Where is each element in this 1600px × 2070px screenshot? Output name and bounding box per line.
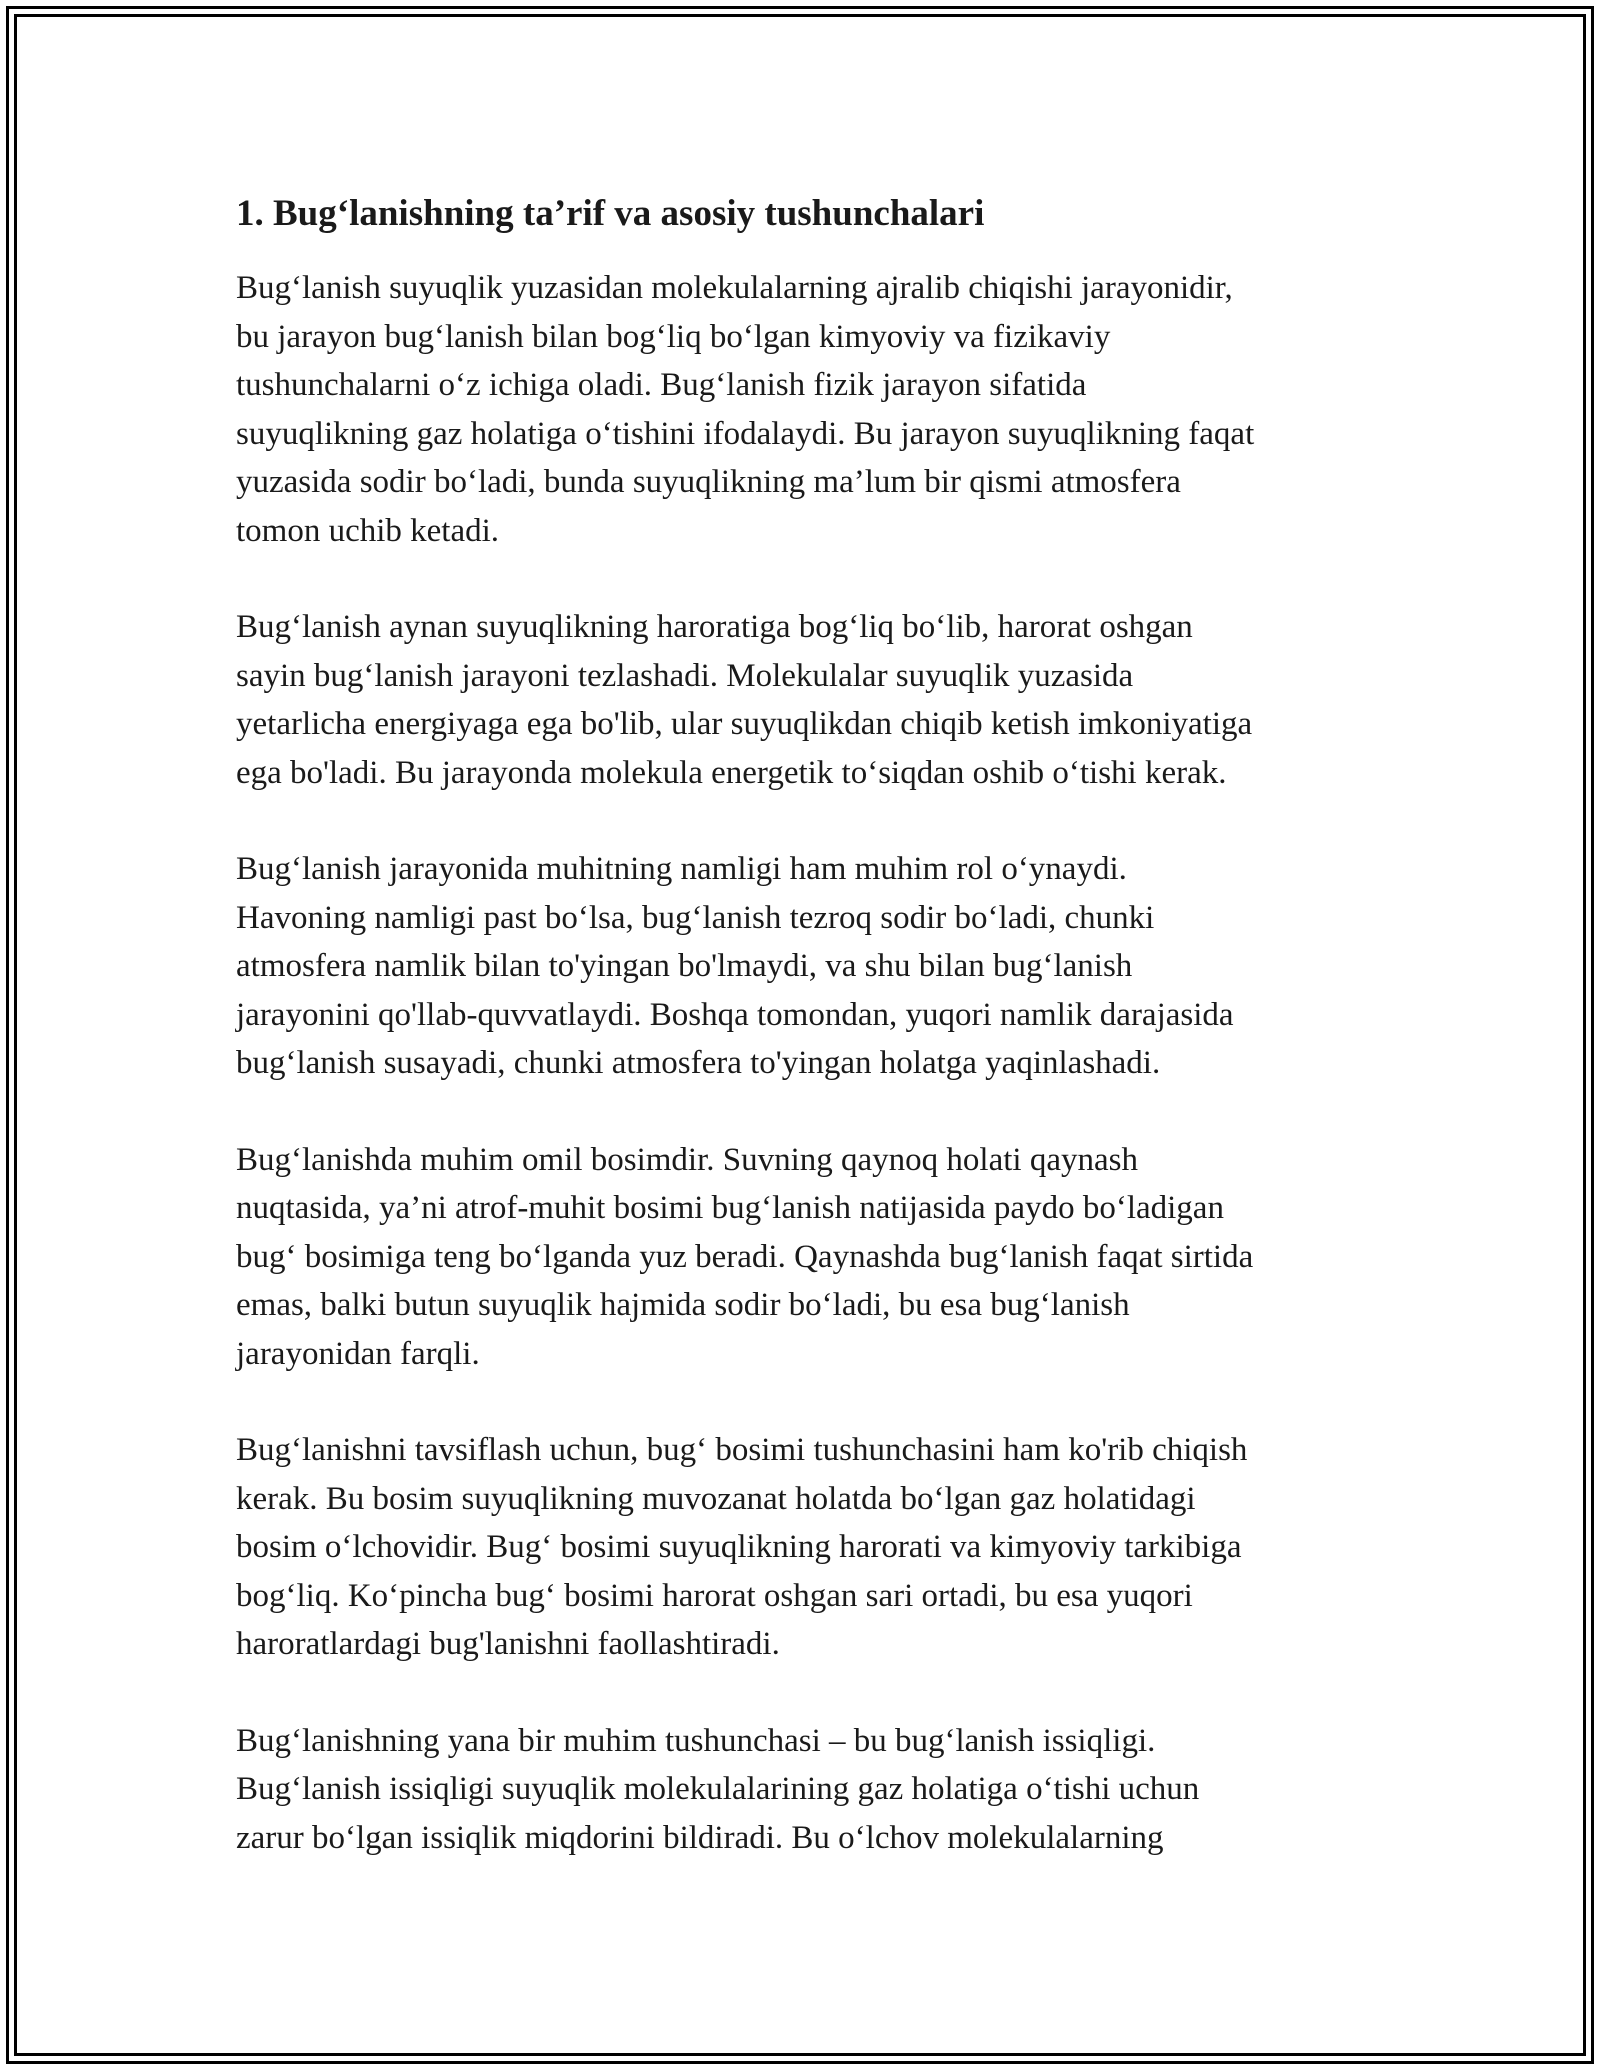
text-line: Bug‘lanish suyuqlik yuzasidan molekulalarning ajralib chiqishi jarayonidir, (236, 270, 1233, 306)
text-line: Bug‘lanish issiqligi suyuqlik molekulalarining gaz holatiga o‘tishi uchun (236, 1771, 1200, 1807)
text-line: yuzasida sodir bo‘ladi, bunda suyuqlikning ma’lum bir qismi atmosfera (236, 464, 1181, 500)
text-line: Havoning namligi past bo‘lsa, bug‘lanish tezroq sodir bo‘ladi, chunki (236, 899, 1155, 936)
text-line: bu jarayon bug‘lanish bilan bog‘liq bo‘lgan kimyoviy va fizikaviy (236, 318, 1111, 355)
paragraph-6 (236, 1717, 1386, 1863)
document-body (236, 186, 1386, 1910)
text-line: kerak. Bu bosim suyuqlikning muvozanat holatda bo‘lgan gaz holatidagi (236, 1480, 1196, 1517)
paragraph-4 (236, 1136, 1386, 1379)
text-line: jarayonidan farqli. (236, 1335, 480, 1372)
paragraph-5 (236, 1426, 1386, 1669)
text-line: suyuqlikning gaz holatiga o‘tishini ifodalaydi. Bu jarayon suyuqlikning faqat (236, 415, 1255, 452)
text-line: nuqtasida, ya’ni atrof-muhit bosimi bug‘lanish natijasida paydo bo‘ladigan (236, 1190, 1224, 1226)
text-line: zarur bo‘lgan issiqlik miqdorini bildiradi. Bu o‘lchov molekulalarning (236, 1819, 1164, 1856)
text-line: jarayonini qo'llab-quvvatlaydi. Boshqa tomondan, yuqori namlik darajasida (236, 996, 1234, 1033)
text-line: sayin bug‘lanish jarayoni tezlashadi. Molekulalar suyuqlik yuzasida (236, 657, 1134, 694)
text-line: emas, balki butun suyuqlik hajmida sodir bo‘ladi, bu esa bug‘lanish (236, 1287, 1130, 1323)
paragraph-1 (236, 264, 1386, 555)
section-heading: 1. Bug‘lanishning ta’rif va asosiy tushunchalari (236, 193, 985, 234)
text-line: bosim o‘lchovidir. Bug‘ bosimi suyuqlikning harorati va kimyoviy tarkibiga (236, 1529, 1242, 1565)
text-line: tushunchalarni o‘z ichiga oladi. Bug‘lanish fizik jarayon sifatida (236, 367, 1087, 403)
text-line: bug‘ bosimiga teng bo‘lganda yuz beradi. Qaynashda bug‘lanish faqat sirtida (236, 1238, 1254, 1275)
text-line: yetarlicha energiyaga ega bo'lib, ular suyuqlikdan chiqib ketish imkoniyatiga (236, 706, 1253, 742)
text-line: bog‘liq. Ko‘pincha bug‘ bosimi harorat oshgan sari ortadi, bu esa yuqori (236, 1577, 1193, 1614)
text-line: bug‘lanish susayadi, chunki atmosfera to'yingan holatga yaqinlashadi. (236, 1045, 1161, 1081)
text-line: Bug‘lanishni tavsiflash uchun, bug‘ bosimi tushunchasini ham ko'rib chiqish (236, 1432, 1248, 1468)
text-line: haroratlardagi bug'lanishni faollashtiradi. (236, 1626, 780, 1662)
text-line: Bug‘lanish jarayonida muhitning namligi ham muhim rol o‘ynaydi. (236, 851, 1127, 887)
paragraph-2 (236, 603, 1386, 797)
text-line: tomon uchib ketadi. (236, 512, 500, 549)
text-line: atmosfera namlik bilan to'yingan bo'lmaydi, va shu bilan bug‘lanish (236, 948, 1133, 984)
paragraph-3 (236, 845, 1386, 1088)
text-line: Bug‘lanish aynan suyuqlikning haroratiga bog‘liq bo‘lib, harorat oshgan (236, 609, 1193, 645)
text-line: ega bo'ladi. Bu jarayonda molekula energetik to‘siqdan oshib o‘tishi kerak. (236, 754, 1227, 791)
text-line: Bug‘lanishda muhim omil bosimdir. Suvning qaynoq holati qaynash (236, 1141, 1138, 1178)
text-line: Bug‘lanishning yana bir muhim tushunchasi – bu bug‘lanish issiqligi. (236, 1722, 1156, 1759)
